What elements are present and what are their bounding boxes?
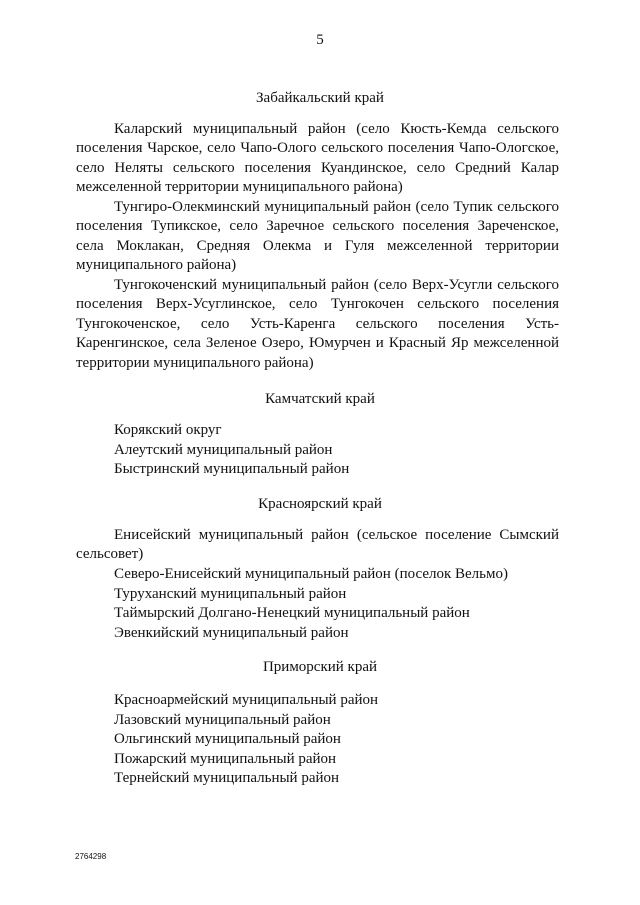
district-list-kamchatsky <box>114 421 560 480</box>
paragraph-tungiro-olekminsky: Тунгиро-Олекминский муниципальный район (село Тупик сельского поселения Тупикское, село Заречное сельского поселения Зареченское, села Моклакан, Средняя Олекма и Гуля межселенной территории муниципального района) <box>76 199 559 274</box>
list-item: Пожарский муниципальный район <box>114 750 337 767</box>
paragraph-tungokochensky: Тунгокоченский муниципальный район (село Верх-Усугли сельского поселения Верх-Усуглинское, село Тунгокочен сельского поселения Тунгокоченское, село Усть-Каренга сельского поселения Усть-Каренгинское, села Зеленое Озеро, Юмурчен и Красный Яр межселенной территории муниципального района) <box>76 277 559 371</box>
list-item: Лазовский муниципальный район <box>114 711 331 728</box>
district-list-primorsky <box>114 691 560 789</box>
list-item: Быстринский муниципальный район <box>114 461 350 478</box>
list-item: Северо-Енисейский муниципальный район (поселок Вельмо) <box>114 566 508 582</box>
region-title-krasnoyarsky: Красноярский край <box>258 496 382 512</box>
list-item: Алеутский муниципальный район <box>114 441 333 458</box>
list-item: Таймырский Долгано-Ненецкий муниципальный район <box>114 605 470 622</box>
region-title-primorsky: Приморский край <box>262 659 378 675</box>
paragraph-yeniseisky: Енисейский муниципальный район (сельское поселение Сымский сельсовет) <box>76 527 559 563</box>
region-title-kamchatsky: Камчатский край <box>265 391 375 407</box>
paragraph-kalarsky: Каларский муниципальный район (село Кюсть-Кемда сельского поселения Чарское, село Чапо-Ологo сельского поселения Чапо-Ологское, село Неляты сельского поселения Куандинское, село Средний Калар межселенной территории муниципального района) <box>76 121 559 196</box>
list-item: Туруханский муниципальный район <box>114 585 347 602</box>
document-id: 2764298 <box>75 852 107 861</box>
list-item: Красноармейский муниципальный район <box>114 692 379 708</box>
list-item: Тернейский муниципальный район <box>114 770 340 787</box>
list-item: Ольгинский муниципальный район <box>114 731 341 748</box>
list-item: Корякский округ <box>114 422 222 438</box>
region-title-zabaikalsky: Забайкальский край <box>256 90 384 106</box>
district-list-krasnoyarsky <box>114 565 560 643</box>
page-number: 5 <box>316 32 324 48</box>
list-item: Эвенкийский муниципальный район <box>114 624 349 641</box>
